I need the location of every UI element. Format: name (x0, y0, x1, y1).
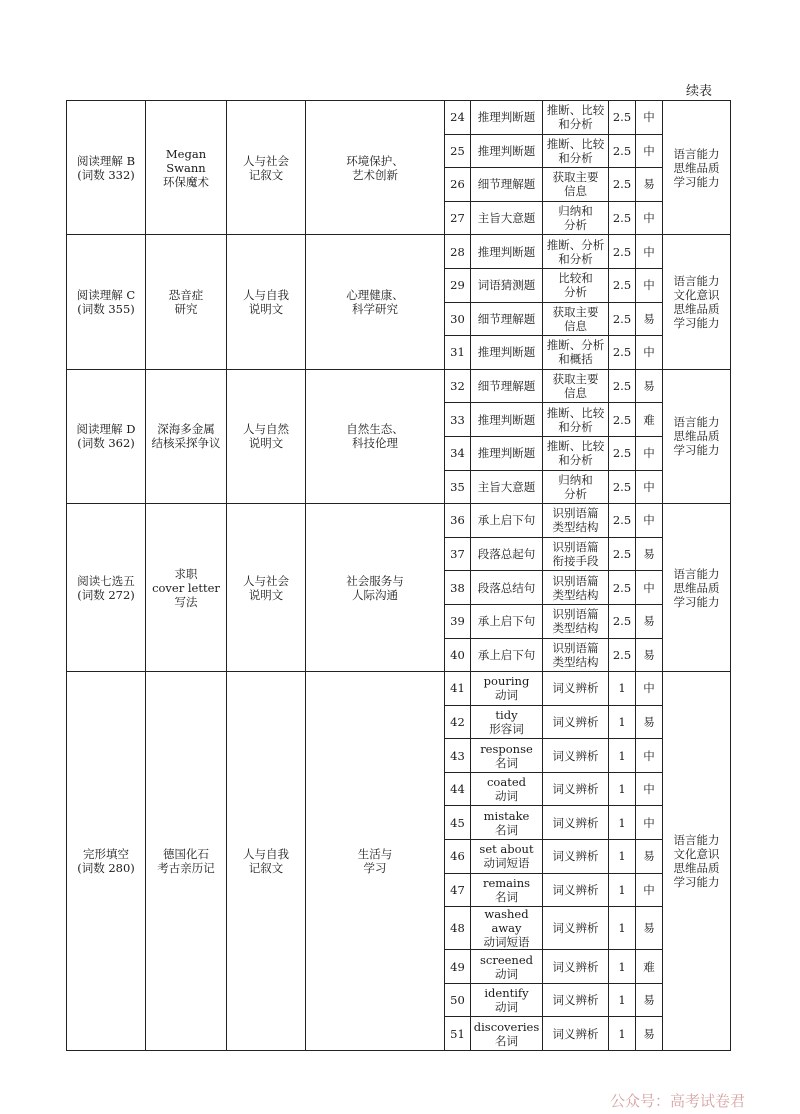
section-word-count: (词数 272) (77, 587, 135, 602)
question-type (471, 873, 543, 907)
skill-cell (543, 336, 609, 370)
theme-cell-line: 学习 (363, 861, 387, 876)
theme-cell (306, 672, 445, 1051)
section-title-cell (67, 235, 146, 369)
question-number: 27 (445, 201, 471, 235)
question-number: 35 (445, 470, 471, 504)
question-type (471, 772, 543, 806)
skill-cell-line: 信息 (564, 318, 587, 333)
score: 2.5 (609, 268, 636, 302)
question-type-line: 名词 (495, 822, 518, 837)
skill-cell-line: 衔接手段 (552, 554, 599, 569)
skill-cell-line: 识别语篇 (552, 607, 599, 622)
skill-cell-line: 推断、分析 (546, 237, 605, 252)
score: 1 (609, 907, 636, 950)
skill-cell-line: 类型结构 (552, 520, 599, 535)
skill-cell (543, 369, 609, 403)
theme-cell-line: 艺术创新 (352, 167, 398, 182)
skill-cell (543, 672, 609, 706)
abilities-cell (663, 672, 731, 1051)
score: 2.5 (609, 638, 636, 672)
question-type-line: 形容词 (489, 721, 524, 736)
question-type-line: 动词 (495, 688, 518, 703)
difficulty: 中 (636, 772, 663, 806)
score: 1 (609, 1017, 636, 1051)
skill-cell (543, 705, 609, 739)
skill-cell-line: 类型结构 (552, 621, 599, 636)
table-row (67, 504, 731, 538)
question-number: 24 (445, 101, 471, 135)
skill-cell (543, 168, 609, 202)
skill-cell-line: 词义辨析 (552, 748, 599, 763)
score: 1 (609, 840, 636, 874)
question-type-line: remains (482, 875, 531, 890)
difficulty: 易 (636, 907, 663, 950)
skill-cell-line: 获取主要 (552, 170, 599, 185)
question-type-line: coated (486, 775, 526, 790)
question-type (471, 907, 543, 950)
score: 2.5 (609, 201, 636, 235)
score: 1 (609, 873, 636, 907)
skill-cell-line: 词义辨析 (552, 782, 599, 797)
score: 2.5 (609, 571, 636, 605)
score: 2.5 (609, 302, 636, 336)
skill-cell-line: 信息 (564, 184, 587, 199)
topic-cell-line: 求职 (174, 566, 198, 581)
skill-cell-line: 词义辨析 (552, 921, 599, 936)
table-row (67, 101, 731, 135)
difficulty: 中 (636, 873, 663, 907)
difficulty: 中 (636, 672, 663, 706)
context-cell (227, 672, 306, 1051)
context-cell (227, 369, 306, 503)
question-type: 推理判断题 (471, 336, 543, 370)
question-type-line: 动词短语 (483, 935, 530, 950)
question-number: 28 (445, 235, 471, 269)
abilities-cell (663, 369, 731, 503)
exam-analysis-table (66, 100, 731, 1051)
topic-cell (146, 101, 227, 235)
section-title: 完形填空 (83, 847, 129, 862)
question-type: 细节理解题 (471, 168, 543, 202)
skill-cell (543, 201, 609, 235)
continued-label: 续表 (686, 84, 713, 99)
skill-cell-line: 和分析 (558, 150, 593, 165)
question-number: 37 (445, 537, 471, 571)
score: 2.5 (609, 470, 636, 504)
question-number: 49 (445, 950, 471, 984)
question-number: 51 (445, 1017, 471, 1051)
abilities-cell-line: 思维品质 (673, 580, 720, 595)
question-type-line: washed away (484, 907, 529, 936)
skill-cell (543, 1017, 609, 1051)
abilities-cell-line: 文化意识 (673, 288, 720, 303)
skill-cell (543, 134, 609, 168)
abilities-cell-line: 思维品质 (673, 302, 720, 317)
abilities-cell-line: 文化意识 (673, 847, 720, 862)
skill-cell-line: 词义辨析 (552, 714, 599, 729)
skill-cell-line: 和分析 (558, 419, 593, 434)
skill-cell-line: 词义辨析 (552, 959, 599, 974)
skill-cell-line: 类型结构 (552, 654, 599, 669)
section-title-cell (67, 101, 146, 235)
skill-cell-line: 类型结构 (552, 587, 599, 602)
skill-cell-line: 推断、比较 (546, 439, 605, 454)
skill-cell-line: 信息 (564, 386, 587, 401)
abilities-cell-line: 语言能力 (673, 833, 720, 848)
question-type-line: mistake (483, 808, 530, 823)
score: 2.5 (609, 537, 636, 571)
skill-cell (543, 504, 609, 538)
skill-cell (543, 604, 609, 638)
question-type: 细节理解题 (471, 302, 543, 336)
question-type-line: screened (479, 952, 534, 967)
theme-cell (306, 235, 445, 369)
abilities-cell (663, 101, 731, 235)
question-number: 38 (445, 571, 471, 605)
question-type-line: 动词短语 (483, 856, 530, 871)
theme-cell (306, 504, 445, 672)
question-number: 32 (445, 369, 471, 403)
difficulty: 易 (636, 604, 663, 638)
skill-cell-line: 词义辨析 (552, 993, 599, 1008)
question-number: 48 (445, 907, 471, 950)
question-type (471, 672, 543, 706)
score: 2.5 (609, 403, 636, 437)
question-type-line: 动词 (495, 789, 518, 804)
theme-cell-line: 科技伦理 (352, 436, 398, 451)
question-type-line: 名词 (495, 889, 518, 904)
question-number: 46 (445, 840, 471, 874)
question-type-line: set about (479, 842, 534, 857)
question-type (471, 739, 543, 773)
question-number: 26 (445, 168, 471, 202)
skill-cell-line: 和分析 (558, 453, 593, 468)
skill-cell-line: 词义辨析 (552, 849, 599, 864)
abilities-cell-line: 语言能力 (673, 415, 720, 430)
skill-cell-line: 识别语篇 (552, 506, 599, 521)
section-title: 阅读理解 D (76, 422, 136, 437)
question-type: 词语猜测题 (471, 268, 543, 302)
question-type (471, 705, 543, 739)
skill-cell-line: 识别语篇 (552, 540, 599, 555)
abilities-cell-line: 思维品质 (673, 429, 720, 444)
difficulty: 中 (636, 436, 663, 470)
skill-cell-line: 归纳和 (558, 204, 593, 219)
topic-cell (146, 504, 227, 672)
skill-cell-line: 和分析 (558, 251, 593, 266)
question-type: 承上启下句 (471, 638, 543, 672)
skill-cell-line: 识别语篇 (552, 573, 599, 588)
difficulty: 中 (636, 201, 663, 235)
difficulty: 易 (636, 1017, 663, 1051)
question-number: 34 (445, 436, 471, 470)
difficulty: 易 (636, 369, 663, 403)
theme-cell-line: 自然生态、 (346, 422, 404, 437)
context-cell-line: 说明文 (248, 302, 284, 317)
question-number: 42 (445, 705, 471, 739)
topic-cell-line: 写法 (174, 594, 198, 609)
difficulty: 中 (636, 739, 663, 773)
difficulty: 易 (636, 302, 663, 336)
topic-cell-line: 德国化石 (163, 847, 209, 862)
score: 2.5 (609, 369, 636, 403)
section-title-cell (67, 672, 146, 1051)
skill-cell-line: 词义辨析 (552, 882, 599, 897)
skill-cell-line: 推断、比较 (546, 103, 605, 118)
section-word-count: (词数 355) (77, 302, 135, 317)
question-type (471, 840, 543, 874)
score: 1 (609, 950, 636, 984)
question-type: 推理判断题 (471, 403, 543, 437)
topic-cell (146, 672, 227, 1051)
question-number: 36 (445, 504, 471, 538)
skill-cell (543, 268, 609, 302)
score: 2.5 (609, 436, 636, 470)
question-number: 50 (445, 983, 471, 1017)
topic-cell (146, 369, 227, 503)
difficulty: 易 (636, 537, 663, 571)
topic-cell-line: cover letter (152, 580, 220, 595)
topic-cell-line: 研究 (174, 302, 198, 317)
abilities-cell (663, 235, 731, 369)
question-type: 推理判断题 (471, 436, 543, 470)
topic-cell-line: 恐音症 (168, 288, 204, 303)
abilities-cell (663, 504, 731, 672)
topic-cell-line: 环保魔术 (163, 174, 209, 189)
question-type: 承上启下句 (471, 604, 543, 638)
section-title-cell (67, 504, 146, 672)
question-type-line: identify (484, 986, 529, 1001)
difficulty: 中 (636, 235, 663, 269)
difficulty: 难 (636, 403, 663, 437)
section-word-count: (词数 280) (77, 861, 135, 876)
skill-cell-line: 推断、比较 (546, 405, 605, 420)
theme-cell-line: 环境保护、 (346, 153, 404, 168)
table-row (67, 369, 731, 403)
score: 2.5 (609, 604, 636, 638)
watermark: 公众号：高考试卷君 (610, 1092, 746, 1110)
skill-cell (543, 907, 609, 950)
score: 1 (609, 672, 636, 706)
skill-cell-line: 推断、分析 (546, 338, 605, 353)
skill-cell-line: 归纳和 (558, 472, 593, 487)
question-type (471, 983, 543, 1017)
question-type-line: tidy (495, 707, 518, 722)
skill-cell (543, 806, 609, 840)
skill-cell-line: 比较和 (558, 271, 593, 286)
skill-cell-line: 分析 (564, 285, 587, 300)
skill-cell-line: 词义辨析 (552, 815, 599, 830)
abilities-cell-line: 学习能力 (673, 316, 720, 331)
score: 2.5 (609, 336, 636, 370)
topic-cell-line: Megan Swann (165, 146, 207, 175)
question-type (471, 1017, 543, 1051)
section-word-count: (词数 362) (77, 436, 135, 451)
question-number: 44 (445, 772, 471, 806)
score: 1 (609, 983, 636, 1017)
difficulty: 易 (636, 638, 663, 672)
section-title: 阅读理解 C (76, 288, 136, 303)
difficulty: 易 (636, 168, 663, 202)
difficulty: 易 (636, 705, 663, 739)
question-number: 45 (445, 806, 471, 840)
abilities-cell-line: 思维品质 (673, 861, 720, 876)
skill-cell (543, 950, 609, 984)
abilities-cell-line: 学习能力 (673, 875, 720, 890)
skill-cell-line: 分析 (564, 218, 587, 233)
skill-cell (543, 739, 609, 773)
skill-cell-line: 识别语篇 (552, 640, 599, 655)
abilities-cell-line: 语言能力 (673, 146, 720, 161)
question-type: 承上启下句 (471, 504, 543, 538)
difficulty: 中 (636, 504, 663, 538)
skill-cell-line: 分析 (564, 486, 587, 501)
question-type: 推理判断题 (471, 235, 543, 269)
difficulty: 难 (636, 950, 663, 984)
topic-cell-line: 结核采探争议 (151, 436, 221, 451)
score: 2.5 (609, 101, 636, 135)
skill-cell-line: 和分析 (558, 117, 593, 132)
context-cell-line: 人与自我 (243, 288, 289, 303)
score: 1 (609, 806, 636, 840)
score: 2.5 (609, 235, 636, 269)
question-type (471, 950, 543, 984)
question-type-line: 动词 (495, 966, 518, 981)
score: 1 (609, 772, 636, 806)
difficulty: 中 (636, 470, 663, 504)
question-number: 47 (445, 873, 471, 907)
skill-cell (543, 638, 609, 672)
context-cell (227, 504, 306, 672)
abilities-cell-line: 语言能力 (673, 566, 720, 581)
skill-cell-line: 和概括 (558, 352, 593, 367)
score: 1 (609, 739, 636, 773)
score: 1 (609, 705, 636, 739)
skill-cell (543, 772, 609, 806)
context-cell-line: 人与社会 (243, 153, 289, 168)
context-cell-line: 记叙文 (248, 861, 284, 876)
skill-cell (543, 571, 609, 605)
question-type-line: pouring (483, 674, 530, 689)
context-cell (227, 235, 306, 369)
table-row (67, 235, 731, 269)
abilities-cell-line: 学习能力 (673, 594, 720, 609)
question-type: 细节理解题 (471, 369, 543, 403)
question-type: 推理判断题 (471, 134, 543, 168)
skill-cell (543, 403, 609, 437)
question-type-line: 动词 (495, 1000, 518, 1015)
skill-cell-line: 推断、比较 (546, 136, 605, 151)
theme-cell-line: 心理健康、 (346, 288, 404, 303)
skill-cell (543, 302, 609, 336)
question-type: 推理判断题 (471, 101, 543, 135)
section-title: 阅读理解 B (76, 153, 136, 168)
question-type: 主旨大意题 (471, 470, 543, 504)
question-type-line: response (480, 741, 533, 756)
skill-cell-line: 词义辨析 (552, 1026, 599, 1041)
difficulty: 中 (636, 101, 663, 135)
skill-cell (543, 840, 609, 874)
skill-cell (543, 101, 609, 135)
theme-cell-line: 生活与 (357, 847, 393, 862)
question-type (471, 806, 543, 840)
topic-cell (146, 235, 227, 369)
abilities-cell-line: 思维品质 (673, 160, 720, 175)
context-cell-line: 人与自然 (243, 422, 289, 437)
question-type-line: 名词 (495, 755, 518, 770)
question-number: 43 (445, 739, 471, 773)
question-type: 段落总起句 (471, 537, 543, 571)
question-type: 段落总结句 (471, 571, 543, 605)
skill-cell (543, 235, 609, 269)
abilities-cell-line: 学习能力 (673, 174, 720, 189)
question-number: 39 (445, 604, 471, 638)
topic-cell-line: 考古亲历记 (157, 861, 215, 876)
abilities-cell-line: 语言能力 (673, 274, 720, 289)
question-number: 33 (445, 403, 471, 437)
section-title: 阅读七选五 (77, 573, 135, 588)
context-cell-line: 说明文 (248, 587, 284, 602)
theme-cell-line: 人际沟通 (352, 587, 398, 602)
skill-cell-line: 获取主要 (552, 372, 599, 387)
question-type-line: 名词 (495, 1033, 518, 1048)
question-number: 30 (445, 302, 471, 336)
question-number: 25 (445, 134, 471, 168)
score: 2.5 (609, 134, 636, 168)
skill-cell (543, 873, 609, 907)
skill-cell (543, 436, 609, 470)
question-type: 主旨大意题 (471, 201, 543, 235)
question-number: 41 (445, 672, 471, 706)
context-cell-line: 人与自我 (243, 847, 289, 862)
context-cell-line: 人与社会 (243, 573, 289, 588)
difficulty: 中 (636, 268, 663, 302)
abilities-cell-line: 学习能力 (673, 443, 720, 458)
score: 2.5 (609, 504, 636, 538)
question-number: 40 (445, 638, 471, 672)
theme-cell-line: 科学研究 (352, 302, 398, 317)
score: 2.5 (609, 168, 636, 202)
difficulty: 易 (636, 983, 663, 1017)
theme-cell-line: 社会服务与 (346, 573, 404, 588)
theme-cell (306, 101, 445, 235)
table-row (67, 672, 731, 706)
difficulty: 中 (636, 806, 663, 840)
difficulty: 中 (636, 336, 663, 370)
context-cell-line: 记叙文 (248, 167, 284, 182)
context-cell (227, 101, 306, 235)
section-word-count: (词数 332) (77, 167, 135, 182)
skill-cell (543, 983, 609, 1017)
difficulty: 易 (636, 840, 663, 874)
skill-cell (543, 537, 609, 571)
skill-cell (543, 470, 609, 504)
theme-cell (306, 369, 445, 503)
table-body (67, 101, 731, 1051)
skill-cell-line: 获取主要 (552, 304, 599, 319)
question-number: 29 (445, 268, 471, 302)
skill-cell-line: 词义辨析 (552, 681, 599, 696)
topic-cell-line: 深海多金属 (157, 422, 215, 437)
section-title-cell (67, 369, 146, 503)
difficulty: 中 (636, 134, 663, 168)
question-number: 31 (445, 336, 471, 370)
context-cell-line: 说明文 (248, 436, 284, 451)
difficulty: 中 (636, 571, 663, 605)
question-type-line: discoveries (473, 1019, 540, 1034)
